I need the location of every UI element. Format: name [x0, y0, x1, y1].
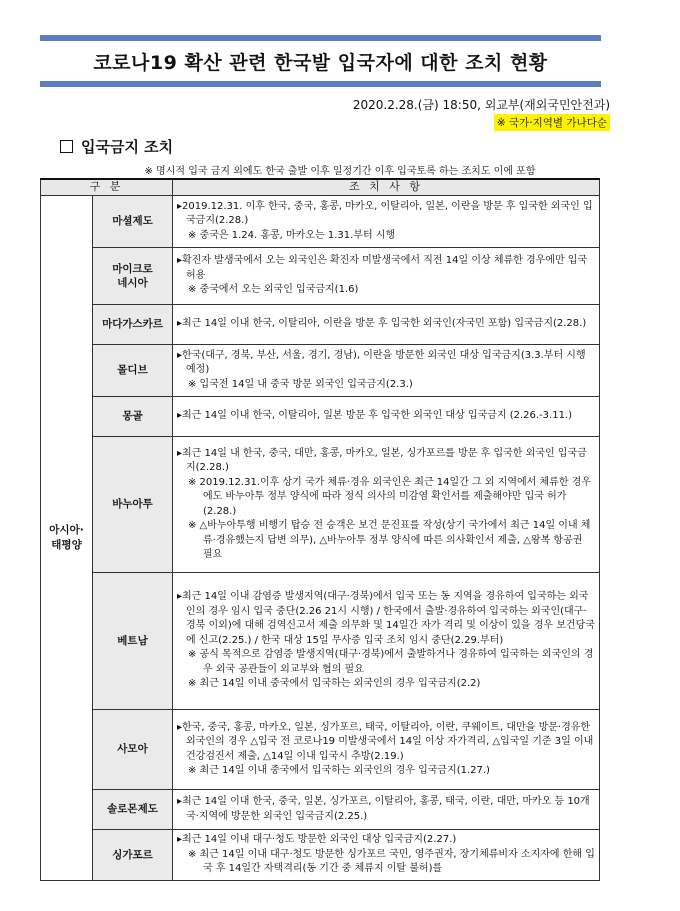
- reference-note: ※ 최근 14일 이내 중국에서 입국하는 외국인의 경우 입국금지(1.27.): [188, 765, 490, 776]
- reference-note: ※ 2019.12.31.이후 상기 국가 체류·경유 외국인은 최근 14일간 그 외 지역에서 체류한 경우에도 바누아투 정부 양식에 따라 정식 의사의 미감염 확인서를 제출해야만 입국 허가(2.28.): [188, 476, 592, 517]
- checkbox-square-icon: [60, 140, 73, 153]
- section-note: ※ 명시적 입국 금지 외에도 한국 출발 이후 일정기간 이후 입국토록 하는 조치도 이에 포함: [144, 166, 536, 177]
- measure-line: ▸최근 14일 이내 감염증 발생지역(대구·경북)에서 입국 또는 동 지역을 경유하여 입국하는 외국인의 경우 임시 입국 중단(2.26 21시 시행) / 한국에서 출발·경유하여 입국하는 외국인(대구·경북 이외)에 대해 검역신고서 제출 의무화 및 14일간 자가 격리 및 이상이 있을 경우 보건당국에 신고(2.25.) / 한국 대상 15일 무사증 입국 조치 임시 중단(2.29.부터): [177, 591, 595, 646]
- table-row: [41, 710, 600, 790]
- measure-line: ▸확진자 발생국에서 오는 외국인은 확진자 미발생국에서 직전 14일 이상 체류한 경우에만 입국 허용: [177, 255, 591, 281]
- reference-note: ※ 중국에서 오는 외국인 입국금지(1.6): [188, 284, 359, 296]
- measure-cell: [173, 437, 600, 573]
- measure-line: ▸2019.12.31. 이후 한국, 중국, 홍콩, 마카오, 이탈리아, 일본, 이란을 방문 후 입국한 외국인 입국금지(2.28.): [177, 200, 593, 227]
- reference-note: ※ △바누아투행 비행기 탑승 전 승객은 보건 문진표를 작성(상기 국가에서 최근 14일 이내 체류·경유했는지 답변 의무), △바누아투 정부 양식에 따른 의사확인서 제출, △왕복 항공권 필요: [188, 520, 591, 560]
- country-cell: 사모아: [93, 710, 173, 790]
- country-cell: 마다가스카르: [93, 305, 173, 345]
- country-cell: 싱가포르: [93, 830, 173, 881]
- measure-line: ▸최근 14일 이내 한국, 중국, 일본, 싱가포르, 이탈리아, 홍콩, 태국, 이란, 대만, 마카오 등 10개국·지역에 방문한 외국인 입국금지(2.25.): [177, 796, 590, 822]
- section-heading-text: 입국금지 조치: [81, 138, 174, 156]
- table-row: [41, 790, 600, 830]
- reference-note: ※ 공식 목적으로 감염증 발생지역(대구·경북)에서 출발하거나 경유하여 입국하는 외국인의 경우 외국 공관들이 외교부와 협의 필요: [188, 649, 594, 675]
- measure-cell: [173, 573, 600, 710]
- table-row: [41, 397, 600, 437]
- table-row: [41, 305, 600, 345]
- table-header-row: [41, 179, 600, 196]
- section-heading: [60, 136, 173, 157]
- column-header-category: 구 분: [41, 179, 173, 196]
- column-header-measures: 조 치 사 항: [173, 179, 600, 196]
- country-cell: 바누아투: [93, 437, 173, 573]
- reference-note: ※ 최근 14일 이내 중국에서 입국하는 외국인의 경우 입국금지(2.2): [188, 678, 481, 690]
- measure-cell: [173, 248, 600, 305]
- measures-table: [40, 178, 600, 881]
- measure-cell: [173, 397, 600, 437]
- table-row: [41, 196, 600, 248]
- country-cell: 마셜제도: [93, 196, 173, 248]
- table-row: [41, 345, 600, 397]
- measure-cell: [173, 790, 600, 830]
- measure-line: ▸최근 14일 이내 대구·청도 방문한 외국인 대상 입국금지(2.27.): [177, 834, 457, 845]
- measure-line: ▸최근 14일 이내 한국, 이탈리아, 이란을 방문 후 입국한 외국인(자국민 포함) 입국금지(2.28.): [177, 318, 587, 330]
- reference-note: ※ 입국전 14일 내 중국 방문 외국인 입국금지(2.3.): [188, 378, 413, 390]
- country-cell: 솔로몬제도: [93, 790, 173, 830]
- table-row: [41, 248, 600, 305]
- sort-order-note: ※ 국가·지역별 가나다순: [494, 114, 610, 131]
- table-row: [41, 437, 600, 573]
- measure-line: ▸한국, 중국, 홍콩, 마카오, 일본, 싱가포르, 태국, 이탈리아, 이란, 쿠웨이트, 대만을 방문·경유한 외국인의 경우 △입국 전 코로나19 미발생국에서 14일 이상 자가격리, △입국일 기준 3일 이내 건강검진서 제출, △14일 이내 입국시 추방(2.19.): [177, 721, 597, 762]
- table-row: [41, 830, 600, 881]
- country-cell: 마이크로 네시아: [93, 248, 173, 305]
- measure-line: ▸한국(대구, 경북, 부산, 서울, 경기, 경남), 이란을 방문한 외국인 대상 입국금지(3.3.부터 시행 예정): [177, 349, 589, 376]
- measure-cell: [173, 710, 600, 790]
- title-banner: [40, 35, 601, 87]
- page-title: 코로나19 확산 관련 한국발 입국자에 대한 조치 현황: [93, 51, 548, 74]
- country-cell: 몽골: [93, 397, 173, 437]
- date-line: 2020.2.28.(금) 18:50, 외교부(재외국민안전과): [352, 98, 610, 112]
- table-row: [41, 573, 600, 710]
- measure-line: ▸최근 14일 내 한국, 중국, 대만, 홍콩, 마카오, 일본, 싱가포르를 방문 후 입국한 외국인 입국금지(2.28.): [177, 447, 587, 473]
- measure-cell: [173, 305, 600, 345]
- reference-note: ※ 최근 14일 이내 대구·청도 방문한 싱가포르 국민, 영주권자, 장기체류비자 소지자에 한해 입국 후 14일간 자택격리(동 기간 중 체류지 이탈 불허)를: [188, 848, 595, 874]
- region-cell: 아시아· 태평양: [41, 196, 93, 881]
- country-cell: 몰디브: [93, 345, 173, 397]
- measure-cell: [173, 196, 600, 248]
- measure-line: ▸최근 14일 이내 한국, 이탈리아, 일본 방문 후 입국한 외국인 대상 입국금지 (2.26.-3.11.): [177, 410, 573, 422]
- measure-cell: [173, 345, 600, 397]
- country-cell: 베트남: [93, 573, 173, 710]
- measure-cell: [173, 830, 600, 881]
- reference-note: ※ 중국은 1.24. 홍콩, 마카오는 1.31.부터 시행: [188, 229, 396, 241]
